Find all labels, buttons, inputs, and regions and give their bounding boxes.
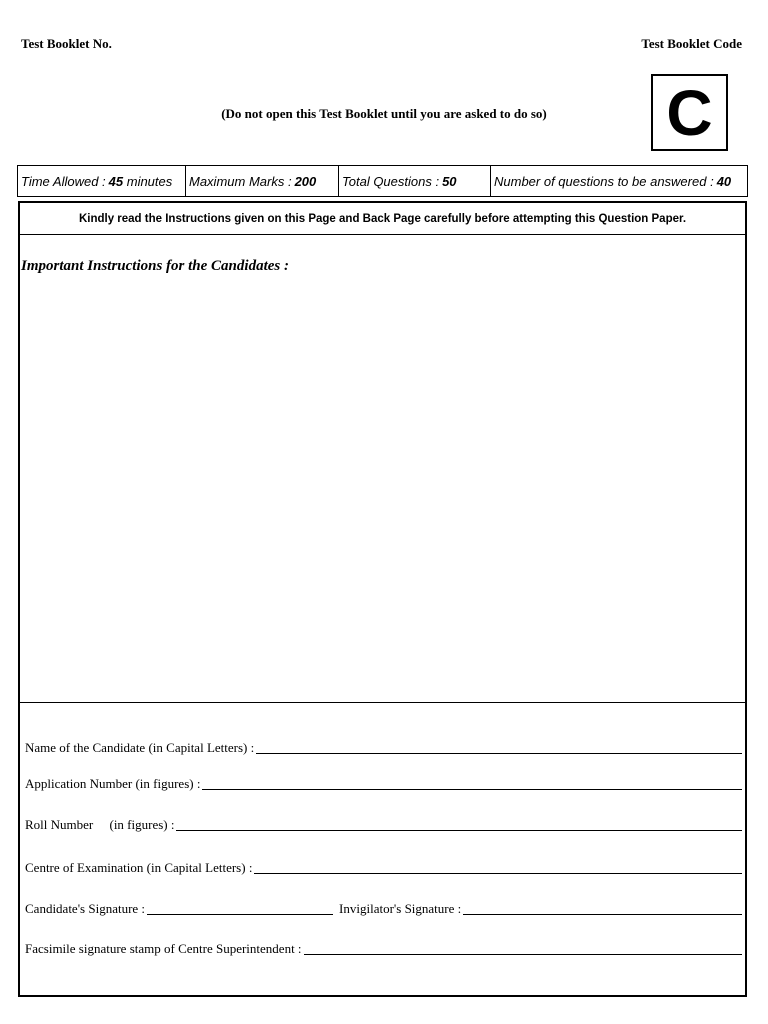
do-not-open-notice: (Do not open this Test Booklet until you are asked to do so) (221, 106, 547, 121)
time-allowed-label: Time Allowed : (21, 173, 106, 189)
roll-number-line[interactable] (176, 818, 742, 831)
exam-info-table (17, 165, 748, 197)
application-number-label: Application Number (in figures) : (25, 776, 201, 791)
instructions-heading: Important Instructions for the Candidates : (21, 258, 289, 274)
invigilator-signature-line[interactable] (463, 902, 742, 915)
total-questions-value: 50 (442, 173, 457, 189)
questions-to-answer-label: Number of questions to be answered : (494, 173, 714, 189)
booklet-number-label: Test Booklet No. (21, 36, 112, 51)
roll-number-field[interactable] (25, 817, 742, 833)
booklet-code-letter: C (666, 76, 713, 149)
instructions-frame (18, 201, 747, 997)
centre-field[interactable] (25, 860, 742, 876)
centre-line[interactable] (254, 861, 742, 874)
facsimile-line[interactable] (304, 942, 742, 955)
application-number-field[interactable] (25, 776, 742, 792)
candidate-signature-line[interactable] (147, 902, 333, 915)
booklet-code-box (651, 74, 728, 151)
maximum-marks-label: Maximum Marks : (189, 173, 292, 189)
booklet-code-label: Test Booklet Code (641, 36, 742, 51)
maximum-marks-cell (186, 166, 339, 196)
facsimile-field[interactable] (25, 941, 742, 957)
application-number-line[interactable] (202, 777, 742, 790)
roll-number-label: Roll Number (in figures) : (25, 817, 175, 832)
time-allowed-unit: minutes (123, 173, 173, 189)
instructions-divider (20, 702, 745, 703)
candidate-signature-label: Candidate's Signature : (25, 901, 146, 916)
facsimile-label: Facsimile signature stamp of Centre Superintendent : (25, 941, 302, 956)
total-questions-cell (339, 166, 491, 196)
maximum-marks-value: 200 (294, 173, 317, 189)
candidate-name-field[interactable] (25, 740, 742, 756)
invigilator-signature-label: Invigilator's Signature : (339, 901, 462, 916)
questions-to-answer-value: 40 (716, 173, 732, 189)
time-allowed-cell (18, 166, 186, 196)
centre-label: Centre of Examination (in Capital Letters) : (25, 860, 253, 875)
candidate-name-line[interactable] (256, 741, 742, 754)
candidate-name-label: Name of the Candidate (in Capital Letters) : (25, 740, 255, 755)
signatures-row (25, 901, 742, 917)
total-questions-label: Total Questions : (342, 173, 440, 189)
time-allowed-value: 45 (108, 173, 124, 189)
questions-to-answer-cell (491, 166, 747, 196)
read-instructions-note: Kindly read the Instructions given on this Page and Back Page carefully before attempting this Question Paper. (20, 203, 745, 235)
